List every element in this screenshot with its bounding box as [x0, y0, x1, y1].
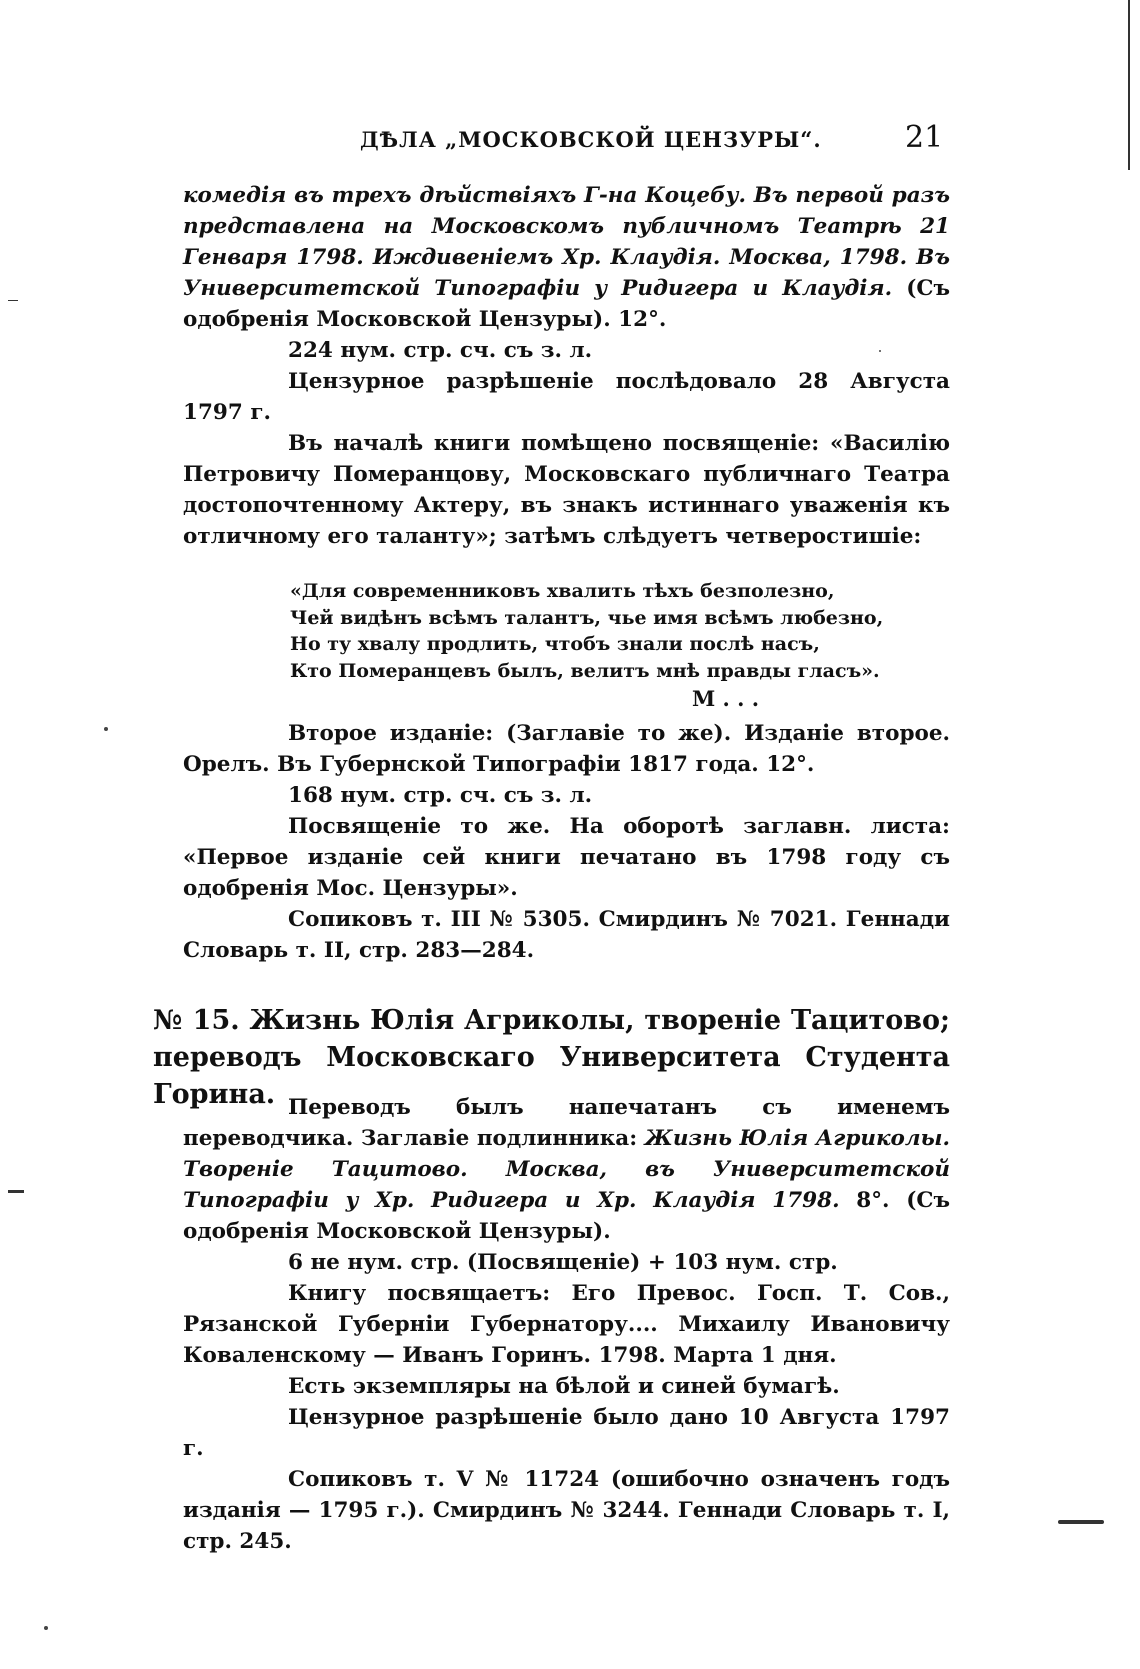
scan-margin-mark: [8, 1190, 24, 1193]
page-number: 21: [905, 120, 944, 155]
entry-15-original-title: Жизнь Юлія Агриколы. Твореніе Тацитово. Москва, въ Университетской Типографіи у Хр. Ридигера и Хр. Клаудія 1798.: [183, 1126, 950, 1213]
quatrain: [290, 578, 883, 684]
poem-line: Но ту хвалу продлить, чтобъ знали послѣ насъ,: [290, 633, 820, 655]
scan-margin-mark: [1058, 1520, 1104, 1524]
entry-14-title-block: [183, 180, 950, 552]
entry-15-copies: Есть экземпляры на бѣлой и синей бумагѣ.: [288, 1374, 840, 1399]
entry-14-title: [183, 180, 950, 335]
entry-15-intro: [183, 1092, 950, 1247]
entry-15-references: Сопиковъ т. V № 11724 (ошибочно означенъ годъ изданія — 1795 г.). Смирдинъ № 3244. Геннади Словарь т. I, стр. 245.: [183, 1467, 950, 1554]
scan-edge-line: [1128, 0, 1130, 170]
poem-line: Кто Померанцевъ былъ, велитъ мнѣ правды гласъ».: [290, 659, 880, 682]
scan-speck: [104, 727, 108, 731]
entry-14-references: Сопиковъ т. III № 5305. Смирдинъ № 7021. Геннади Словарь т. II, стр. 283—284.: [183, 907, 950, 963]
scan-speck: [44, 1626, 48, 1630]
entry-14-dedication: Въ началѣ книги помѣщено посвященіе: «Василію Петровичу Померанцову, Московскаго публичнаго Театра достопочтенному Актеру, въ знакъ истиннаго уваженія къ отличному его таланту»; затѣмъ слѣдуетъ четверостишіе:: [183, 431, 950, 549]
poem-signature: М . . .: [692, 686, 760, 711]
poem-line: «Для современниковъ хвалить тѣхъ безполезно,: [290, 580, 835, 602]
poem-line: Чей видѣнъ всѣмъ талантъ, чье имя всѣмъ любезно,: [290, 606, 884, 629]
entry-15-original-title-roman: 8°. (Съ одобренія Московской Цензуры).: [183, 1188, 950, 1244]
running-title: ДѢЛА „МОСКОВСКОЙ ЦЕНЗУРЫ“.: [360, 127, 822, 152]
entry-14-title-italic: комедія въ трехъ дѣйствіяхъ Г-на Коцебу. Въ первой разъ представлена на Московскомъ публичномъ Театрѣ 21 Генваря 1798. Иждивеніемъ Хр. Клаудія. Москва, 1798. Въ Университетской Типографіи у Ридигера и Клаудія.: [183, 183, 950, 301]
entry-15-intro-text: Переводъ былъ напечатанъ съ именемъ переводчика. Заглавіе подлинника:: [183, 1095, 950, 1151]
second-edition-note: Посвященіе то же. На оборотѣ заглавн. листа: «Первое изданіе сей книги печатано въ 1798 году съ одобренія Мос. Цензуры».: [183, 814, 950, 901]
entry-14-second-edition-block: [183, 718, 950, 966]
entry-15-block: [183, 1092, 950, 1557]
second-edition: Второе изданіе: (Заглавіе то же). Изданіе второе. Орелъ. Въ Губернской Типографіи 1817 года. 12°.: [183, 721, 950, 777]
entry-14-title-roman: (Съ одобренія Московской Цензуры). 12°.: [183, 276, 950, 332]
entry-15-pages: 6 не нум. стр. (Посвященіе) + 103 нум. стр.: [288, 1250, 838, 1275]
scan-margin-mark: [8, 300, 18, 301]
entry-14-pages: 224 нум. стр. сч. съ з. л.: [288, 338, 593, 363]
second-edition-pages: 168 нум. стр. сч. съ з. л.: [288, 783, 593, 808]
entry-15-heading: № 15. Жизнь Юлія Агриколы, твореніе Тацитово; переводъ Московскаго Университета Студента Горина.: [153, 1005, 950, 1110]
entry-15-censorship: Цензурное разрѣшеніе было дано 10 Августа 1797 г.: [183, 1405, 950, 1461]
scan-speck: [879, 350, 881, 352]
entry-14-censorship: Цензурное разрѣшеніе послѣдовало 28 Августа 1797 г.: [183, 369, 950, 425]
entry-15-dedication: Книгу посвящаетъ: Его Превос. Госп. Т. Сов., Рязанской Губерніи Губернатору.... Михаилу Ивановичу Коваленскому — Иванъ Горинъ. 1798. Марта 1 дня.: [183, 1281, 950, 1368]
